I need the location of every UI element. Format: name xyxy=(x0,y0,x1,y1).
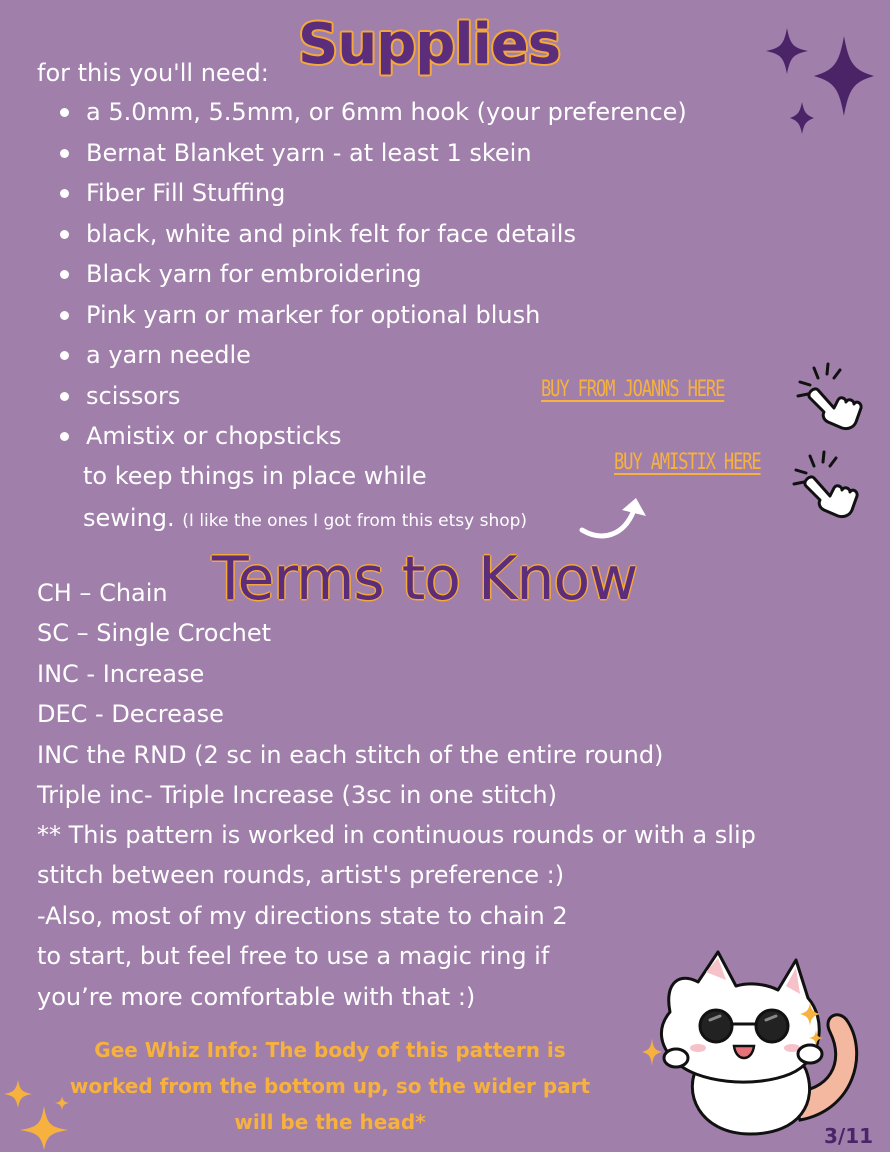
gee-whiz-line: will be the head* xyxy=(234,1110,426,1134)
supply-item: Bernat Blanket yarn - at least 1 skein xyxy=(58,133,687,174)
page-number: 3/11 xyxy=(824,1124,874,1148)
etsy-note: (I like the ones I got from this etsy shop) xyxy=(182,511,528,531)
sparkle-cluster-bottom-left xyxy=(2,1078,82,1150)
term-item: CH – Chain xyxy=(37,579,168,607)
sparkle-icon xyxy=(642,1038,662,1066)
note-line: stitch between rounds, artist's preference :) xyxy=(37,861,565,890)
supply-continuation-text: sewing. xyxy=(83,504,175,532)
supply-item: Fiber Fill Stuffing xyxy=(58,173,687,214)
cat-mascot-illustration xyxy=(640,942,880,1140)
gee-whiz-line: worked from the bottom up, so the wider part xyxy=(69,1074,591,1098)
curved-arrow-icon xyxy=(578,492,652,542)
term-item: INC - Increase xyxy=(37,659,205,688)
term-item: SC – Single Crochet xyxy=(37,619,272,648)
buy-joann-link[interactable]: BUY FROM JOANNS HERE xyxy=(541,377,725,402)
term-item: DEC - Decrease xyxy=(37,700,224,729)
supply-item: Amistix or chopsticks xyxy=(58,416,687,457)
term-item: Triple inc- Triple Increase (3sc in one stitch) xyxy=(37,781,558,810)
sparkle-icon xyxy=(55,1096,69,1110)
supply-item: Black yarn for embroidering xyxy=(58,254,687,295)
buy-amistix-link[interactable]: BUY AMISTIX HERE xyxy=(614,450,761,475)
gee-whiz-line: Gee Whiz Info: The body of this pattern is xyxy=(94,1038,566,1062)
sparkle-icon xyxy=(814,36,874,116)
supply-item: a yarn needle xyxy=(58,335,687,376)
note-line: to start, but feel free to use a magic ring if xyxy=(37,942,550,971)
note-line: -Also, most of my directions state to chain 2 xyxy=(37,901,568,930)
pointing-hand-icon xyxy=(794,360,868,432)
terms-heading: Terms to Know xyxy=(212,544,638,614)
terms-list xyxy=(37,573,663,815)
supply-item-continuation: to keep things in place while xyxy=(83,462,427,490)
pointing-hand-icon xyxy=(790,448,864,520)
supply-item: Pink yarn or marker for optional blush xyxy=(58,295,687,336)
gee-whiz-info xyxy=(30,1032,630,1140)
supply-item: a 5.0mm, 5.5mm, or 6mm hook (your preference) xyxy=(58,92,687,133)
sparkle-icon xyxy=(4,1080,32,1108)
supply-item: black, white and pink felt for face details xyxy=(58,214,687,255)
sparkle-cluster-top-right xyxy=(762,20,882,140)
note-line: ** This pattern is worked in continuous rounds or with a slip xyxy=(37,821,756,849)
supply-item: scissors xyxy=(58,376,687,417)
note-line: you’re more comfortable with that :) xyxy=(37,982,476,1011)
supply-item-continuation xyxy=(83,498,527,541)
sparkle-icon xyxy=(766,28,808,74)
term-item: INC the RND (2 sc in each stitch of the entire round) xyxy=(37,740,664,769)
supplies-heading: Supplies xyxy=(298,12,561,77)
supplies-intro: for this you'll need: xyxy=(37,59,269,87)
sparkle-icon xyxy=(790,102,814,134)
sparkle-icon xyxy=(20,1106,68,1150)
